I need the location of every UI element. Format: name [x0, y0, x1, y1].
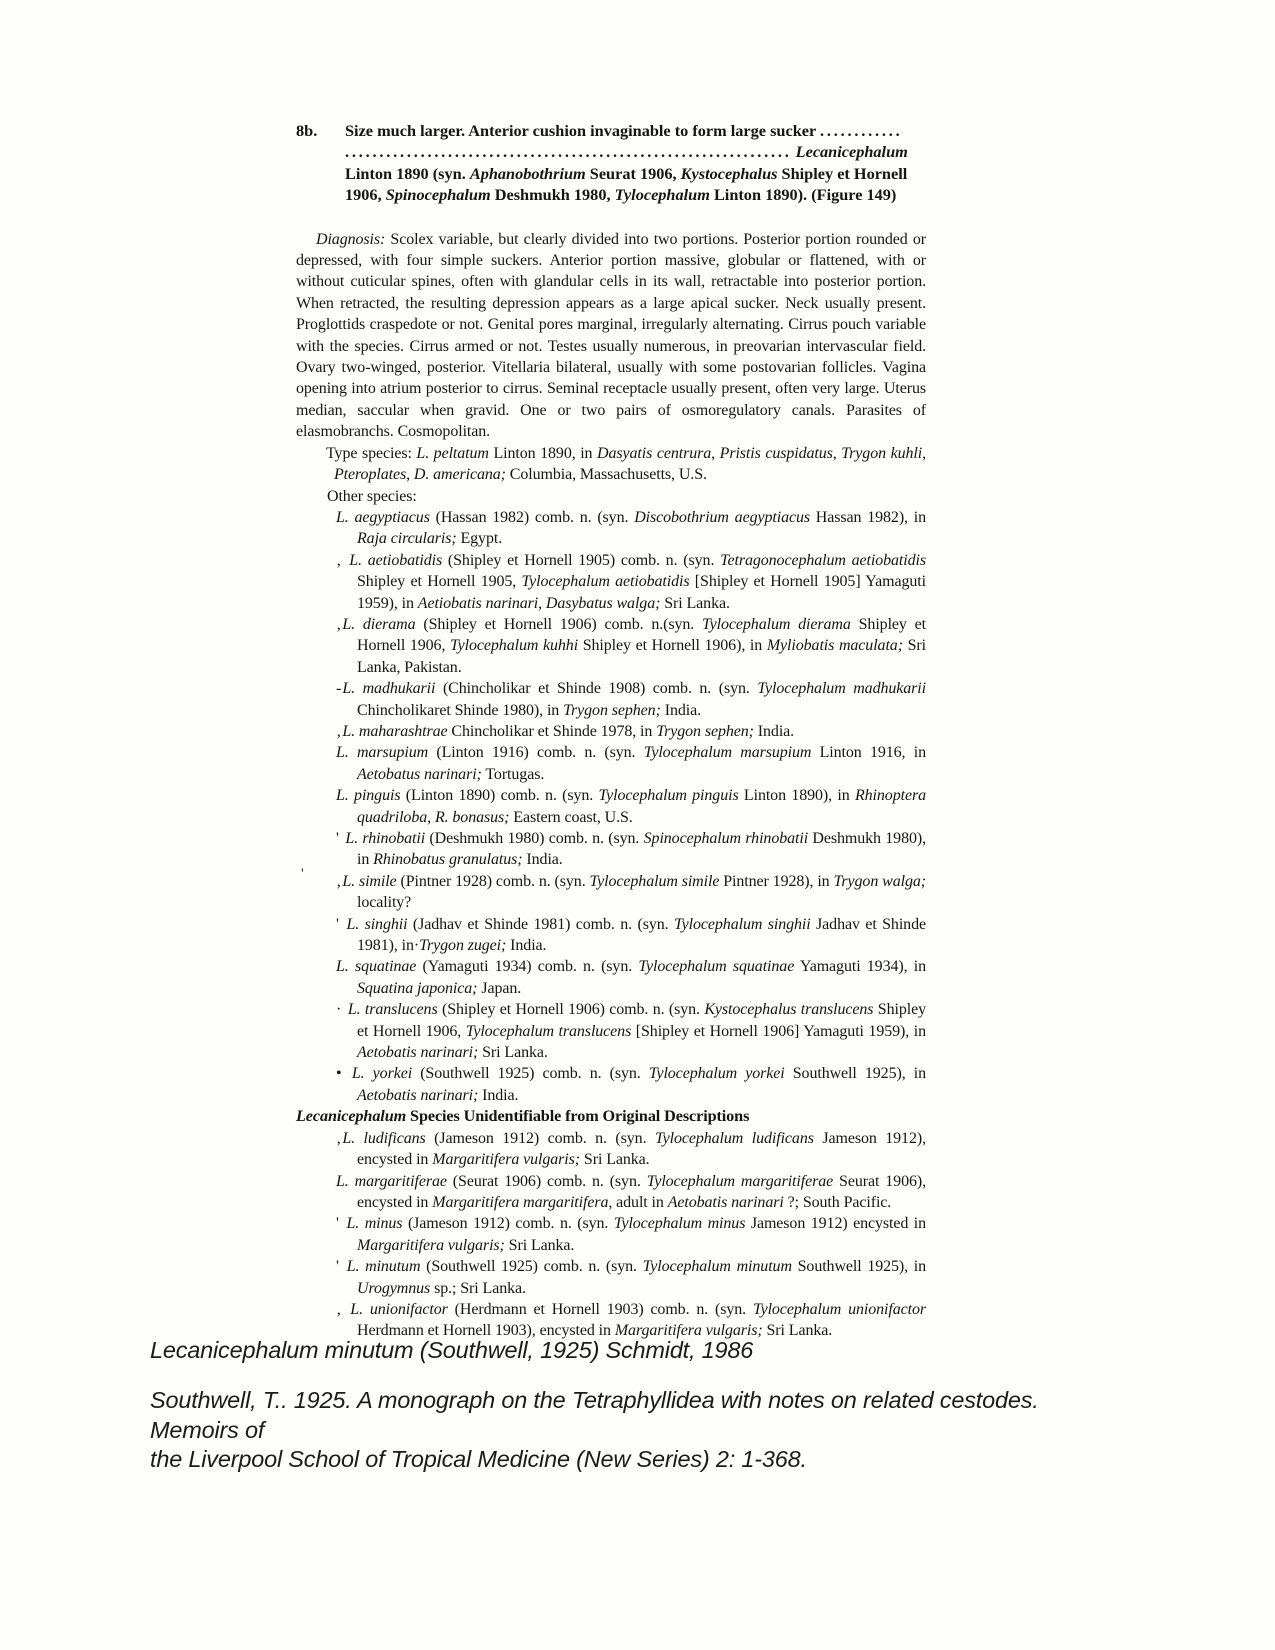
text-segment: ' — [336, 915, 347, 933]
text-segment: Trygon kuhli — [841, 444, 923, 462]
species-entry — [296, 956, 926, 999]
text-segment: · — [336, 1001, 348, 1019]
text-segment: (Southwell 1925) comb. n. (syn. — [420, 1258, 643, 1276]
text-segment: Tylocephalum translucens — [465, 1022, 632, 1040]
text-segment: 1906, — [345, 185, 386, 205]
text-segment: Aetobatus narinari; — [357, 765, 482, 783]
text-segment: Sri Lanka. — [478, 1044, 548, 1062]
text-segment: Tylocephalum unionifactor — [752, 1300, 926, 1318]
text-segment: Trygon sephen; — [656, 722, 754, 740]
unidentifiable-species-list — [296, 1128, 926, 1342]
text-segment: ' — [336, 830, 346, 847]
species-entry — [296, 507, 926, 550]
text-segment: , — [832, 444, 842, 462]
text-segment: Size much larger. Anterior cushion invaginable to form large sucker — [345, 121, 820, 140]
text-segment: Sri Lanka. — [660, 594, 730, 612]
text-segment: L. yorkei — [351, 1065, 413, 1083]
text-segment: Margaritifera vulgaris; — [432, 1151, 581, 1169]
text-segment: R. bonasus; — [434, 808, 510, 826]
text-segment: L. squatinae — [336, 958, 417, 976]
text-segment: (Deshmukh 1980) comb. n. (syn. — [425, 830, 644, 847]
text-segment: Tylocephalum pinguis — [598, 787, 739, 805]
text-segment: Raja circularis; — [357, 530, 457, 548]
text-segment: (Shipley et Hornell 1906) comb. n. (syn. — [437, 1001, 705, 1019]
text-segment: (Herdmann et Hornell 1903) comb. n. (syn. — [447, 1300, 753, 1318]
text-segment: Tortugas. — [481, 765, 545, 783]
text-segment: L. simile — [342, 872, 397, 890]
text-segment: Hassan 1982), in — [810, 508, 926, 526]
text-segment: Kystocephalus — [680, 163, 778, 183]
text-segment: Type species: — [326, 444, 417, 462]
text-segment: ‚ — [336, 615, 343, 633]
species-entry — [296, 1063, 926, 1106]
text-segment: Sri Lanka. — [580, 1151, 650, 1169]
text-segment: (Chincholikar et Shinde 1908) comb. n. (syn. — [435, 680, 758, 698]
text-segment: (Shipley et Hornell 1906) comb. n.(syn. — [415, 615, 703, 633]
text-segment: Aetobatis narinari — [667, 1193, 784, 1211]
species-entry — [296, 1128, 926, 1171]
text-segment: Scolex variable, but clearly divided into two portions. Posterior portion rounded or depressed, with four simple suckers. Anterior portion massive, globular or flattened, with or without cuticular spines, often with glandular cells in its wall, retractable into posterior portion. When retracted, the resulting depression appears as a large apical sucker. Neck usually present. Proglottids craspedote or not. Genital pores marginal, irregularly alternating. Cirrus pouch variable with the species. Cirrus armed or not. Testes usually numerous, in preovarian intervascular field. Ovary two-winged, posterior. Vitellaria bilateral, usually with some postovarian follicles. Vagina opening into atrium posterior to cirrus. Seminal receptacle usually present, often very large. Uterus median, saccular when gravid. One or two pairs of osmoregulatory canals. Parasites of elasmobranchs. Cosmopolitan. — [296, 230, 926, 441]
text-segment: Japan. — [477, 979, 522, 997]
species-entry — [296, 914, 926, 957]
key-line — [345, 120, 926, 141]
text-segment: (Jameson 1912) comb. n. (syn. — [425, 1129, 655, 1147]
text-segment: L. minus — [346, 1215, 403, 1233]
text-segment: Aphanobothrium — [469, 163, 586, 183]
text-segment: Lecanicephalum — [791, 142, 908, 162]
text-segment: Tylocephalum marsupium — [643, 744, 812, 762]
text-segment: (Yamaguti 1934) comb. n. (syn. — [416, 958, 639, 976]
text-segment: Jameson 1912), encysted in — [357, 1129, 926, 1169]
reference-note — [150, 1386, 1130, 1475]
text-segment: L. unionifactor — [350, 1300, 448, 1318]
species-entry — [296, 1256, 926, 1299]
text-segment: Seurat 1906), encysted in — [357, 1172, 926, 1211]
text-segment: Tylocephalum dierama — [702, 615, 851, 633]
text-segment: Margaritifera vulgaris; — [614, 1322, 763, 1340]
text-segment: (Linton 1916) comb. n. (syn. — [428, 744, 644, 762]
text-segment: Myliobatis maculata; — [766, 637, 903, 655]
text-segment: Linton 1890, in — [488, 444, 598, 462]
text-segment: Herdmann et Hornell 1903), encysted in — [357, 1322, 615, 1340]
text-segment: Urogymnus — [357, 1279, 431, 1297]
text-segment: Rhinoptera quadriloba — [357, 787, 926, 826]
text-segment: Dasyatis centrura — [597, 444, 712, 462]
text-segment: Jadhav et Shinde 1981), in· — [357, 915, 926, 955]
species-entry — [296, 1171, 926, 1214]
text-segment: Dasybatus walga; — [545, 594, 661, 612]
text-segment: , — [427, 808, 435, 826]
text-segment: Tetragonocephalum aetiobatidis — [720, 551, 926, 569]
text-segment: [Shipley et Hornell 1906] Yamaguti 1959), in — [631, 1022, 926, 1040]
text-segment: Shipley et Hornell 1905, — [357, 573, 522, 591]
text-segment: sp.; Sri Lanka. — [430, 1279, 526, 1297]
diagnosis-paragraph — [296, 229, 926, 443]
text-segment: Linton 1916, in — [811, 744, 926, 762]
text-column — [296, 120, 926, 1342]
determination-note: Lecanicephalum minutum (Southwell, 1925) Schmidt, 1986 — [150, 1337, 754, 1363]
text-segment: Tylocephalum minutum — [642, 1258, 792, 1276]
text-segment: Sri Lanka. — [762, 1322, 833, 1340]
text-segment: ................................................................. — [345, 142, 792, 162]
text-segment: , — [922, 444, 926, 462]
text-segment: ............ — [820, 121, 903, 140]
text-segment: Species Unidentifiable from Original Descriptions — [406, 1107, 750, 1126]
text-segment: (Linton 1890) comb. n. (syn. — [400, 787, 599, 805]
text-segment: Sri Lanka, Pakistan. — [357, 637, 926, 676]
text-segment: Kystocephalus translucens — [704, 1001, 874, 1019]
species-entry — [296, 999, 926, 1063]
key-line — [345, 141, 926, 162]
text-segment: L. minutum — [346, 1258, 421, 1276]
text-segment: ' — [336, 1215, 347, 1233]
text-segment: L. ludificans — [342, 1129, 426, 1147]
text-segment: Deshmukh 1980, — [490, 185, 615, 205]
species-entry — [296, 1213, 926, 1256]
text-segment: Shipley et Hornell 1906, — [357, 615, 926, 655]
species-entry — [296, 678, 926, 721]
text-segment: (Pintner 1928) comb. n. (syn. — [396, 872, 590, 890]
text-segment: (Seurat 1906) comb. n. (syn. — [446, 1172, 647, 1190]
text-segment: Tylocephalum margaritiferae — [646, 1172, 834, 1190]
text-segment: L. pinguis — [336, 787, 401, 805]
text-segment: Jameson 1912) encysted in — [745, 1215, 926, 1233]
text-segment: L. madhukarii — [342, 680, 436, 698]
species-entry — [296, 614, 926, 678]
text-segment: (Southwell 1925) comb. n. (syn. — [412, 1065, 649, 1083]
key-couplet-lines — [345, 120, 926, 206]
text-segment: ‚ — [336, 872, 343, 890]
text-segment: Tylocephalum aetiobatidis — [521, 573, 690, 591]
text-segment: Eastern coast, U.S. — [509, 808, 633, 826]
text-segment: ‚ — [336, 722, 343, 740]
text-segment: L. marsupium — [336, 744, 429, 762]
species-entry — [296, 721, 926, 742]
text-segment: (Jadhav et Shinde 1981) comb. n. (syn. — [407, 915, 675, 933]
reference-line-2: the Liverpool School of Tropical Medicine (New Series) 2: 1-368. — [150, 1446, 807, 1472]
text-segment: Chincholikar et Shinde 1978, in — [447, 722, 657, 740]
text-segment: Southwell 1925), in — [791, 1258, 926, 1276]
text-segment: • — [336, 1065, 352, 1083]
text-segment: , — [538, 594, 546, 612]
text-segment: Lecanicephalum — [296, 1107, 407, 1126]
reference-line-1: Southwell, T.. 1925. A monograph on the Tetraphyllidea with notes on related cestodes. Memoirs of — [150, 1387, 1039, 1443]
text-segment: L. singhii — [346, 915, 408, 933]
text-segment: Shipley et Hornell 1906, — [357, 1001, 926, 1040]
key-couplet-number: 8b. — [296, 121, 318, 140]
text-segment: Tylocephalum ludificans — [654, 1129, 814, 1147]
text-segment: L. peltatum — [416, 444, 489, 462]
text-segment: Tylocephalum squatinae — [638, 958, 795, 976]
text-segment: Margaritifera vulgaris; — [357, 1236, 505, 1254]
text-segment: L. dierama — [342, 615, 416, 633]
text-segment: ‚ — [336, 1129, 343, 1147]
text-segment: India. — [753, 722, 795, 740]
text-segment: Deshmukh 1980), in — [357, 830, 927, 869]
text-segment: Shipley et Hornell 1906), in — [578, 637, 767, 655]
text-segment: India. — [478, 1086, 519, 1104]
text-segment: Southwell 1925), in — [784, 1065, 926, 1083]
text-segment: Shipley et Hornell — [777, 163, 908, 183]
text-segment: Aetiobatis narinari — [417, 594, 539, 612]
species-entry — [296, 742, 926, 785]
other-species-label: Other species: — [327, 487, 417, 505]
text-segment: L. aetiobatidis — [349, 551, 443, 569]
species-entry — [296, 550, 926, 614]
text-segment: locality? — [357, 894, 412, 912]
text-segment: Aetobatis narinari; — [357, 1044, 479, 1062]
unidentifiable-heading — [296, 1106, 926, 1127]
text-segment: L. aegyptiacus — [336, 508, 430, 526]
text-segment: Seurat 1906, — [585, 163, 681, 183]
text-segment: (Jameson 1912) comb. n. (syn. — [402, 1215, 614, 1233]
species-list — [296, 507, 926, 1106]
text-segment: Trygon sephen; — [563, 701, 661, 719]
text-segment: Tylocephalum — [614, 185, 710, 205]
text-segment: Tylocephalum madhukarii — [757, 680, 926, 698]
text-segment: Yamaguti 1934), in — [794, 958, 926, 976]
key-line — [345, 184, 926, 205]
text-segment: India. — [522, 851, 563, 869]
margin-stray-mark: ' — [301, 866, 304, 882]
text-segment: Linton 1890), in — [738, 787, 855, 805]
text-segment: ' — [336, 1258, 347, 1276]
text-segment: L. rhinobatii — [345, 830, 426, 847]
text-segment: Columbia, Massachusetts, U.S. — [505, 466, 707, 484]
key-couplet-8b — [296, 120, 926, 206]
text-segment: Aetobatis narinari; — [357, 1086, 479, 1104]
text-segment: Linton 1890). (Figure 149) — [709, 185, 897, 205]
text-segment: India. — [506, 937, 547, 955]
text-segment: , adult in — [608, 1193, 668, 1211]
text-segment: Tylocephalum simile — [589, 872, 720, 890]
text-segment: Spinocephalum — [385, 185, 491, 205]
key-line — [345, 163, 926, 184]
text-segment: India. — [660, 701, 701, 719]
text-segment: L. margaritiferae — [336, 1172, 447, 1190]
text-segment: Pintner 1928), in — [719, 872, 834, 890]
text-segment: Spinocephalum rhinobatii — [643, 830, 809, 847]
text-segment: (Shipley et Hornell 1905) comb. n. (syn. — [442, 551, 721, 569]
text-segment: , — [406, 466, 414, 484]
text-segment: Tylocephalum kuhhi — [450, 637, 579, 655]
text-segment: Chincholikaret Shinde 1980), in — [357, 701, 564, 719]
text-segment: L. translucens — [347, 1001, 438, 1019]
species-entry — [296, 785, 926, 828]
text-segment: ‚ — [336, 1300, 351, 1318]
text-segment: Rhinobatus granulatus; — [373, 851, 523, 869]
text-segment: Diagnosis: — [316, 230, 386, 248]
text-segment: Tylocephalum singhii — [674, 915, 811, 933]
text-segment: Squatina japonica; — [357, 979, 478, 997]
text-segment: Tylocephalum yorkei — [648, 1065, 785, 1083]
text-segment: Trygon zugei; — [419, 937, 507, 955]
text-segment: - — [336, 680, 343, 698]
text-segment: Pristis cuspidatus — [719, 444, 833, 462]
text-segment: D. americana; — [413, 466, 506, 484]
text-segment: L. maharashtrae — [342, 722, 448, 740]
type-species-paragraph — [296, 443, 926, 486]
text-segment: Discobothrium aegyptiacus — [634, 508, 811, 526]
text-segment: Pteroplates — [334, 466, 407, 484]
text-segment: ?; South Pacific. — [783, 1193, 892, 1211]
species-entry — [296, 828, 926, 871]
text-segment: Linton 1890 (syn. — [345, 163, 470, 183]
text-segment: (Hassan 1982) comb. n. (syn. — [429, 508, 635, 526]
text-segment: [Shipley et Hornell 1905] Yamaguti 1959), in — [357, 573, 926, 612]
text-segment: Sri Lanka. — [504, 1236, 575, 1254]
species-entry — [296, 871, 926, 914]
text-segment: , — [711, 444, 720, 462]
text-segment: Tylocephalum minus — [613, 1215, 746, 1233]
text-segment: ‚ — [336, 551, 350, 569]
text-segment: Margaritifera margaritifera — [432, 1193, 609, 1211]
text-segment: Egypt. — [456, 530, 503, 548]
species-entry — [296, 1299, 926, 1342]
text-segment: Trygon walga; — [833, 872, 926, 890]
